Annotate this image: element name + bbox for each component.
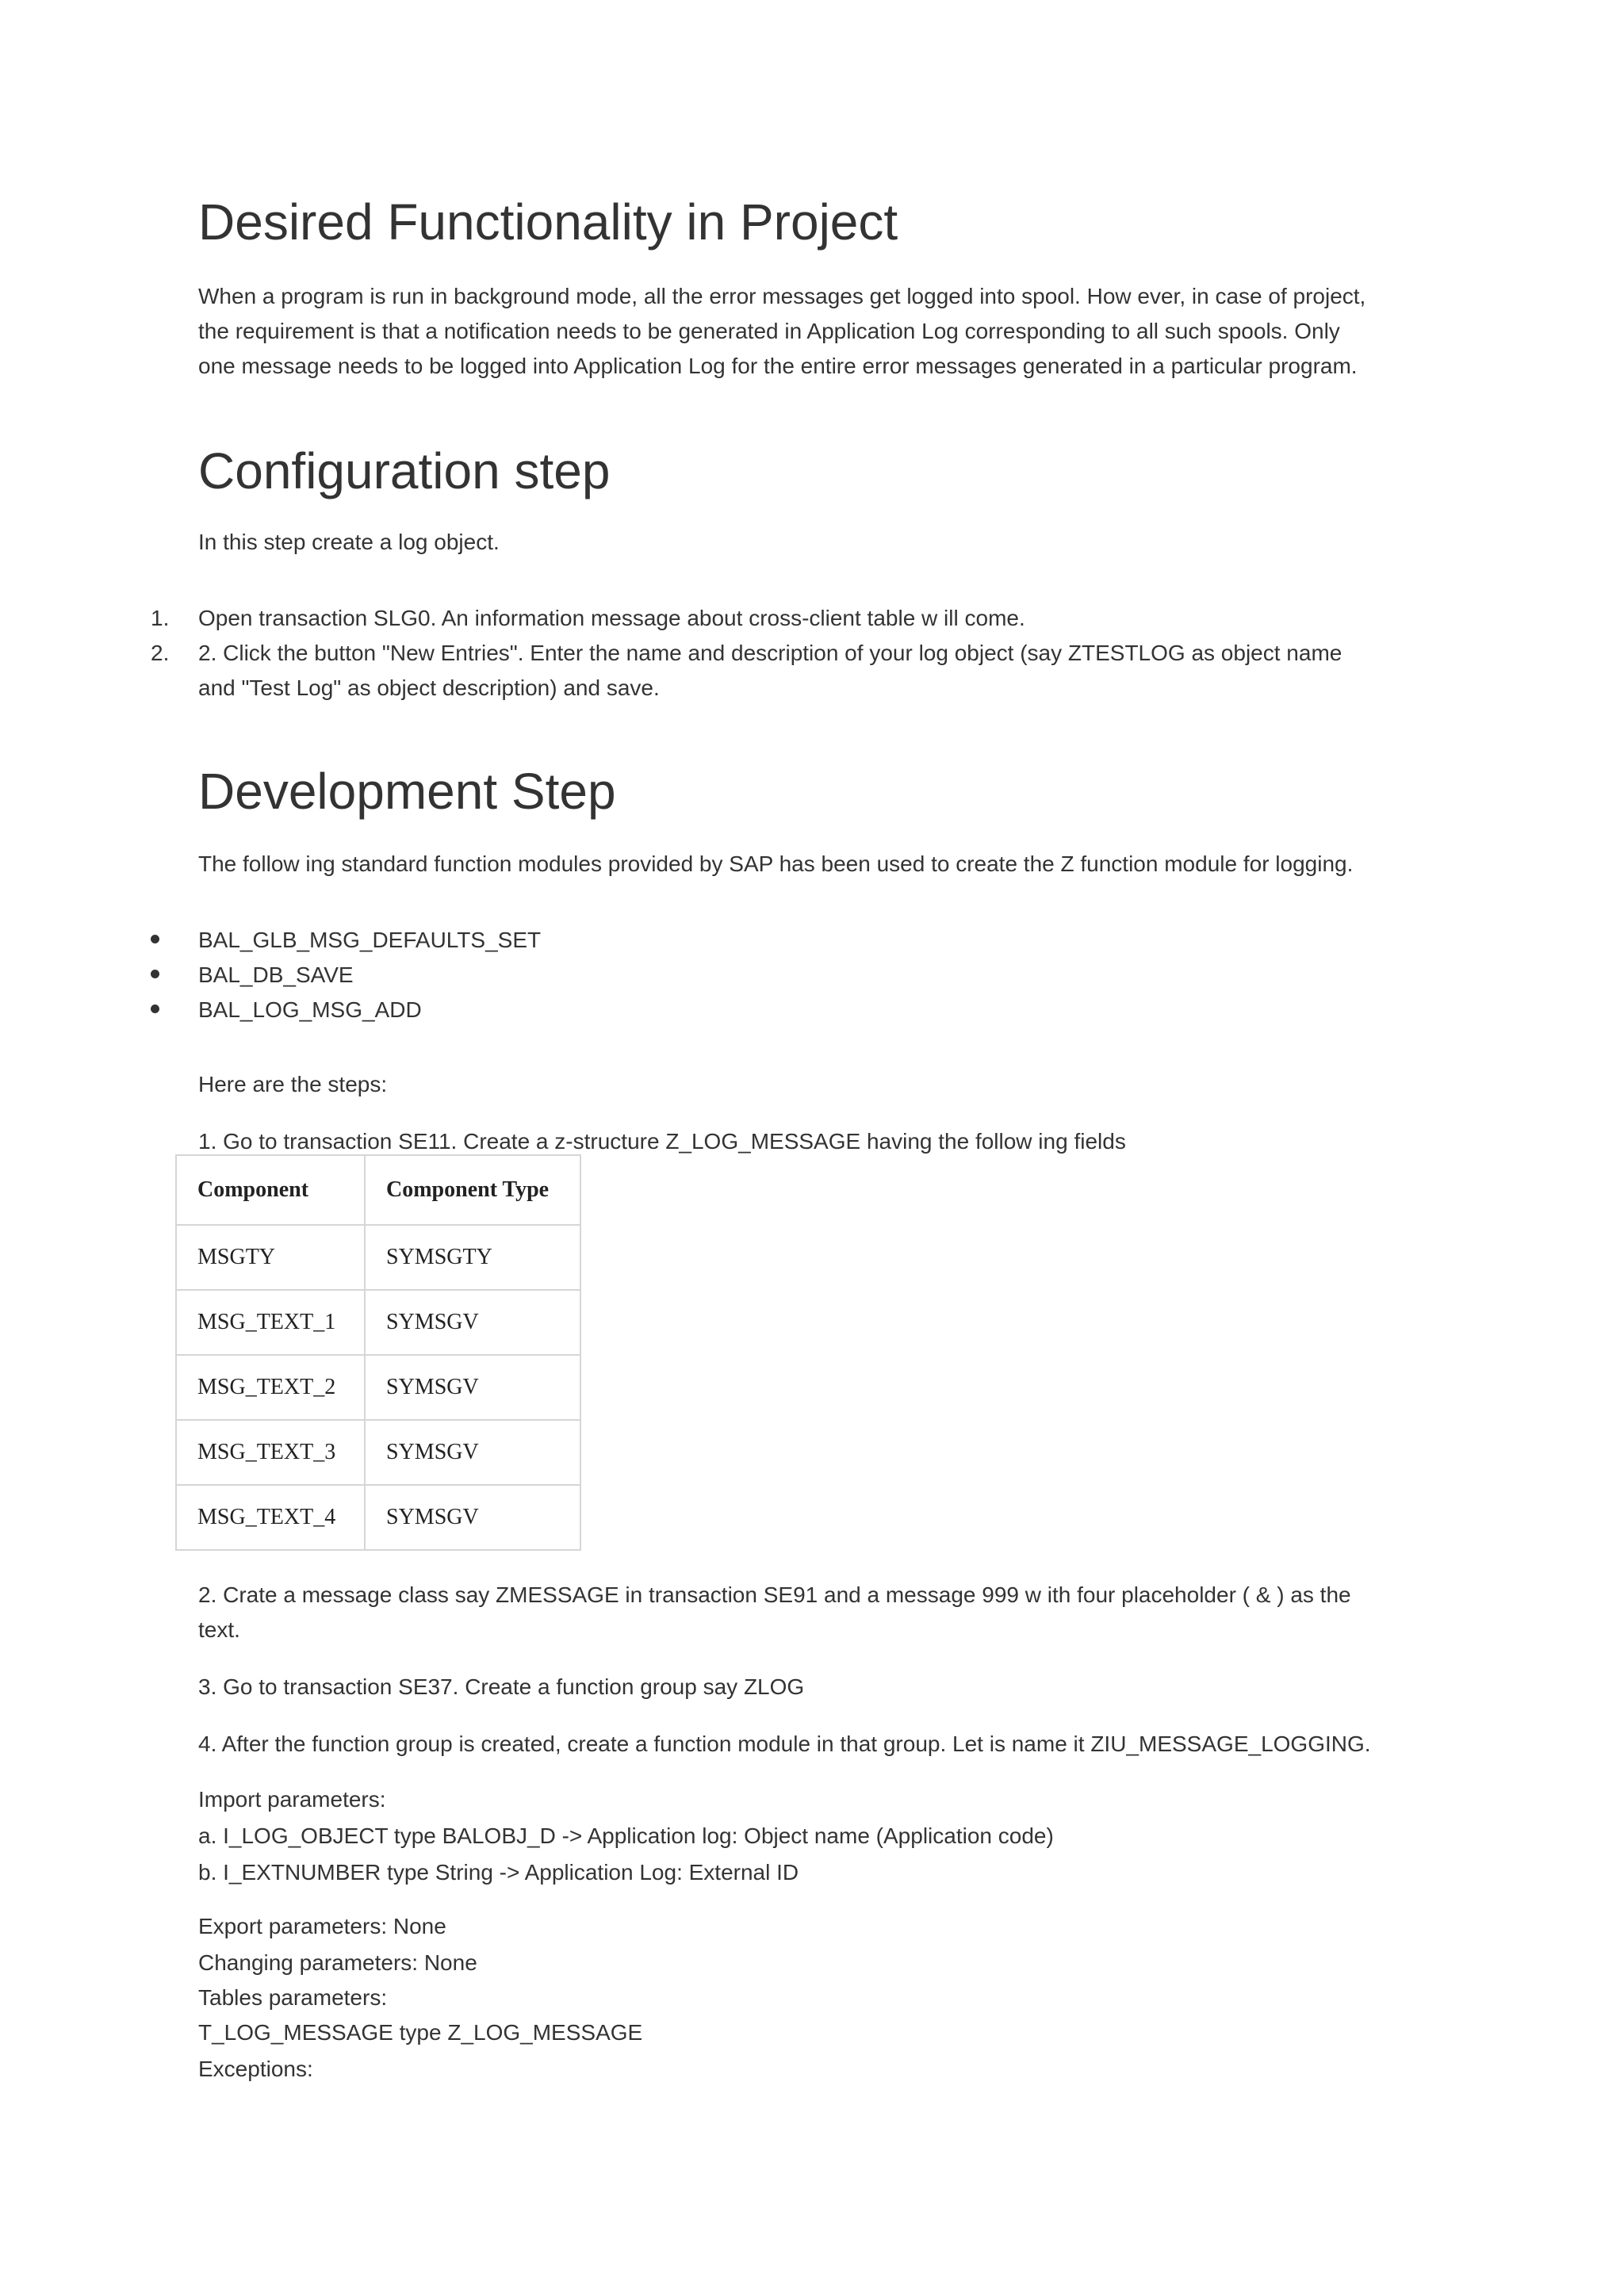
bullet-item: BAL_GLB_MSG_DEFAULTS_SET [198, 928, 542, 952]
table-row [176, 1485, 580, 1550]
paragraph-line: the requirement is that a notification needs to be generated in Application Log corresponding to all such spools. Only [198, 319, 1340, 343]
table-cell: SYMSGV [365, 1420, 580, 1485]
heading-desired-functionality: Desired Functionality in Project [198, 193, 898, 251]
paragraph-line: When a program is run in background mode, all the error messages get logged into spool. How ever, in case of project, [198, 284, 1366, 308]
dev-step-4: 4. After the function group is created, create a function module in that group. Let is name it ZIU_MESSAGE_LOGGING. [198, 1732, 1371, 1756]
list-marker: 1. [151, 606, 170, 630]
changing-params: Changing parameters: None [198, 1950, 477, 1975]
table-cell: MSG_TEXT_1 [176, 1290, 365, 1355]
table-cell: MSGTY [176, 1225, 365, 1290]
configuration-intro: In this step create a log object. [198, 530, 500, 554]
bullet-item: BAL_LOG_MSG_ADD [198, 997, 422, 1022]
paragraph-line: one message needs to be logged into Application Log for the entire error messages generated in a particular program. [198, 354, 1358, 378]
table-cell: MSG_TEXT_4 [176, 1485, 365, 1550]
table-header-cell: Component [176, 1155, 365, 1225]
table-cell: SYMSGTY [365, 1225, 580, 1290]
table-row [176, 1420, 580, 1485]
bullet-item: BAL_DB_SAVE [198, 962, 354, 987]
import-params-heading: Import parameters: [198, 1787, 386, 1812]
table-cell: SYMSGV [365, 1485, 580, 1550]
import-param-a: a. I_LOG_OBJECT type BALOBJ_D -> Application log: Object name (Application code) [198, 1823, 1054, 1848]
tables-params: Tables parameters: [198, 1985, 388, 2010]
table-cell: MSG_TEXT_2 [176, 1355, 365, 1420]
table-row [176, 1225, 580, 1290]
tables-param-value: T_LOG_MESSAGE type Z_LOG_MESSAGE [198, 2020, 643, 2045]
bullet-icon [151, 970, 159, 978]
dev-step-2-line-2: text. [198, 1617, 240, 1642]
import-param-b: b. I_EXTNUMBER type String -> Application Log: External ID [198, 1860, 799, 1885]
table-header-row [176, 1155, 580, 1225]
heading-development-step: Development Step [198, 763, 616, 820]
dev-step-1: 1. Go to transaction SE11. Create a z-structure Z_LOG_MESSAGE having the follow ing fields [198, 1129, 1126, 1154]
heading-configuration-step: Configuration step [198, 442, 611, 499]
steps-heading: Here are the steps: [198, 1072, 388, 1096]
table-header-cell: Component Type [365, 1155, 580, 1225]
table-row [176, 1290, 580, 1355]
dev-step-2-line-1: 2. Crate a message class say ZMESSAGE in transaction SE91 and a message 999 w ith four placeholder ( & ) as the [198, 1582, 1351, 1607]
bullet-icon [151, 935, 159, 943]
table-cell: SYMSGV [365, 1290, 580, 1355]
bullet-icon [151, 1004, 159, 1013]
component-table [175, 1154, 581, 1551]
list-marker: 2. [151, 641, 170, 665]
table-row [176, 1355, 580, 1420]
export-params: Export parameters: None [198, 1914, 446, 1938]
config-step-1: Open transaction SLG0. An information message about cross-client table w ill come. [198, 606, 1025, 630]
development-intro: The follow ing standard function modules provided by SAP has been used to create the Z function module for logging. [198, 851, 1354, 876]
table-cell: SYMSGV [365, 1355, 580, 1420]
config-step-2-line-2: and "Test Log" as object description) and save. [198, 675, 660, 700]
exceptions-heading: Exceptions: [198, 2057, 313, 2081]
dev-step-3: 3. Go to transaction SE37. Create a function group say ZLOG [198, 1674, 805, 1699]
table-cell: MSG_TEXT_3 [176, 1420, 365, 1485]
config-step-2-line-1: 2. Click the button "New Entries". Enter the name and description of your log object (say ZTESTLOG as object name [198, 641, 1342, 665]
